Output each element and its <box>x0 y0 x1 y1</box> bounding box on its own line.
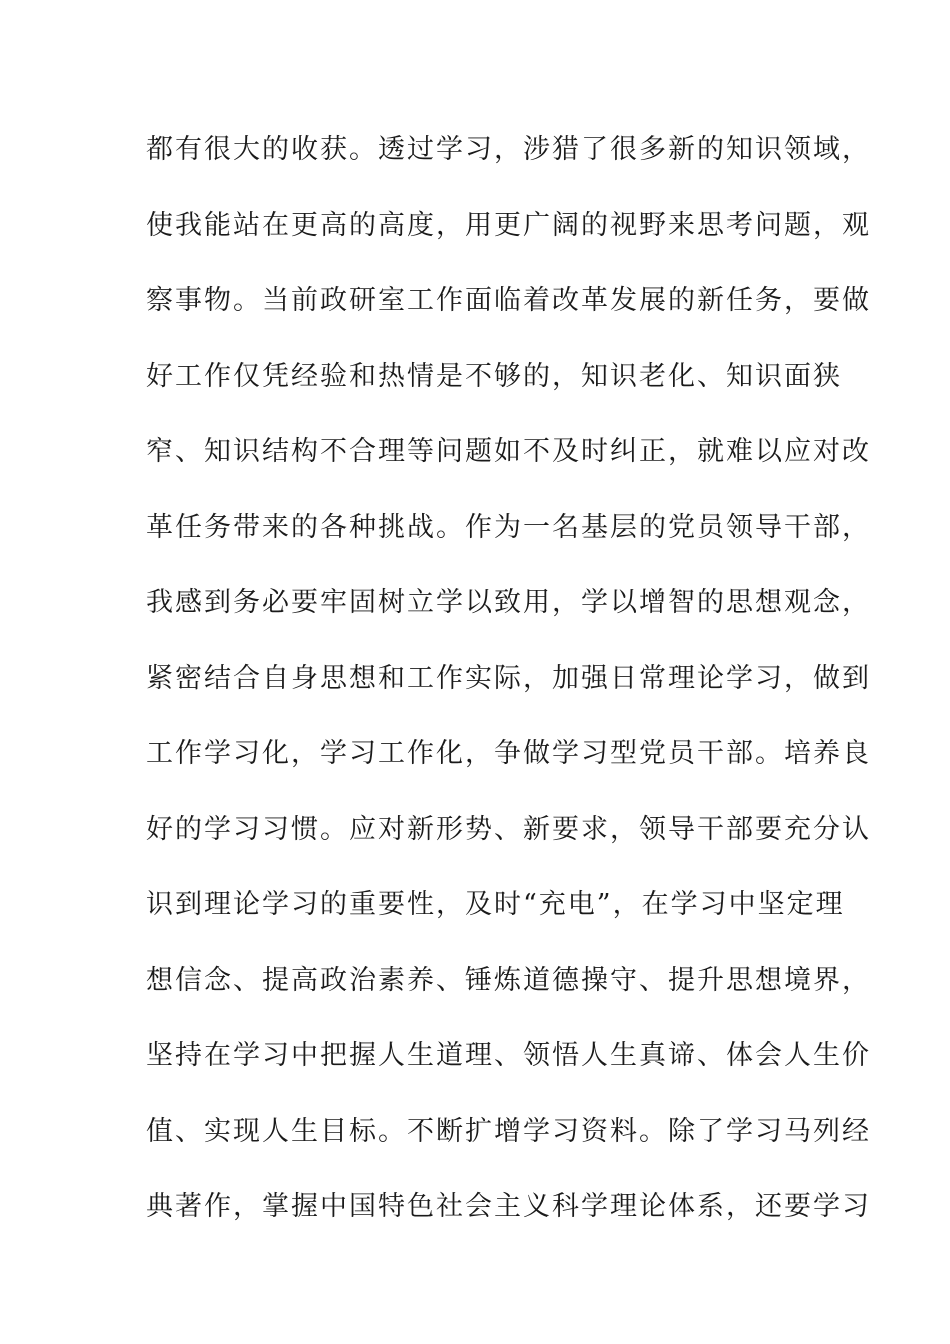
text-line: 使我能站在更高的高度，用更广阔的视野来思考问题，观 <box>146 209 871 241</box>
text-line: 好的学习习惯。应对新形势、新要求，领导干部要充分认 <box>146 813 871 845</box>
text-line: 好工作仅凭经验和热情是不够的，知识老化、知识面狭 <box>146 360 842 392</box>
text-line: 我感到务必要牢固树立学以致用，学以增智的思想观念， <box>146 587 871 618</box>
text-line: 工作学习化，学习工作化，争做学习型党员干部。培养良 <box>146 738 871 769</box>
text-line: 革任务带来的各种挑战。作为一名基层的党员领导干部， <box>146 511 871 543</box>
text-line: 典著作，掌握中国特色社会主义科学理论体系，还要学习 <box>146 1191 871 1222</box>
text-line: 窄、知识结构不合理等问题如不及时纠正，就难以应对改 <box>146 436 871 467</box>
text-line: 值、实现人生目标。不断扩增学习资料。除了学习马列经 <box>146 1115 871 1147</box>
text-line: 识到理论学习的重要性，及时“充电”，在学习中坚定理 <box>146 889 845 920</box>
text-line: 紧密结合自身思想和工作实际，加强日常理论学习，做到 <box>146 662 871 694</box>
text-line: 想信念、提高政治素养、锤炼道德操守、提升思想境界， <box>146 964 871 996</box>
body-text <box>146 128 871 1261</box>
text-line: 察事物。当前政研室工作面临着改革发展的新任务，要做 <box>146 285 871 316</box>
text-line: 坚持在学习中把握人生道理、领悟人生真谛、体会人生价 <box>146 1040 871 1071</box>
text-line: 都有很大的收获。透过学习，涉猎了很多新的知识领域， <box>146 134 871 165</box>
